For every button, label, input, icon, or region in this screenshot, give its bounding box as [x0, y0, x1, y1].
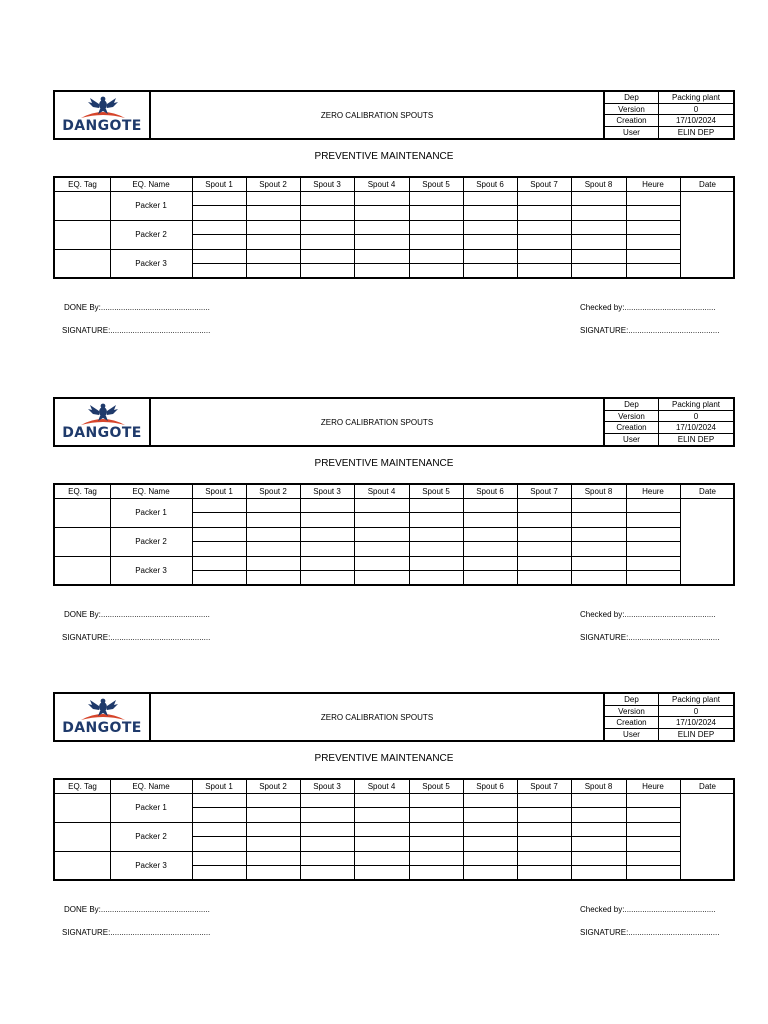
- column-header: EQ. Tag: [68, 487, 97, 496]
- meta-key: Version: [605, 706, 659, 717]
- signature-right-field: SIGNATURE:.........................................: [580, 928, 720, 937]
- meta-row: [605, 411, 733, 423]
- column-header: Spout 6: [476, 782, 504, 791]
- column-header: Date: [699, 180, 716, 189]
- column-header: Spout 7: [530, 180, 558, 189]
- row-divider: [55, 249, 680, 250]
- meta-value: Packing plant: [671, 93, 721, 102]
- meta-key: Creation: [605, 422, 659, 433]
- form-header: [53, 692, 735, 742]
- column-header: Spout 2: [259, 487, 287, 496]
- done-by-field: DONE By:.................................................: [64, 610, 210, 619]
- meta-row: [605, 399, 733, 411]
- column-header: Spout 2: [259, 782, 287, 791]
- meta-key: User: [605, 127, 659, 139]
- meta-value: Packing plant: [671, 695, 721, 704]
- packer-label: Packer 3: [135, 861, 167, 870]
- meta-value: ELIN DEP: [677, 127, 715, 137]
- logo-text: DANGOTE: [62, 720, 142, 736]
- column-divider: [680, 485, 681, 584]
- column-header: Date: [699, 782, 716, 791]
- section-title: PREVENTIVE MAINTENANCE: [314, 458, 454, 469]
- maintenance-form-3: [0, 692, 768, 952]
- meta-value: 0: [693, 411, 699, 421]
- sub-row-divider: [192, 570, 680, 571]
- column-header: Spout 7: [530, 782, 558, 791]
- form-header: [53, 397, 735, 447]
- column-divider: [680, 780, 681, 879]
- meta-row: [605, 706, 733, 718]
- packer-label: Packer 1: [135, 201, 167, 210]
- done-by-field: DONE By:.................................................: [64, 905, 210, 914]
- meta-row: [605, 115, 733, 127]
- document-title: ZERO CALIBRATION SPOUTS: [320, 417, 434, 427]
- column-header: EQ. Tag: [68, 180, 97, 189]
- column-header: Spout 8: [584, 782, 613, 791]
- row-divider: [55, 220, 680, 221]
- header-divider: [55, 498, 733, 499]
- signature-left-field: SIGNATURE:.............................................: [62, 633, 211, 642]
- column-header: Spout 5: [422, 782, 450, 791]
- meta-value: 17/10/2024: [675, 718, 717, 727]
- meta-row: [605, 694, 733, 706]
- meta-value: 17/10/2024: [675, 423, 717, 432]
- packer-label: Packer 3: [135, 259, 167, 268]
- logo-text: DANGOTE: [62, 425, 142, 441]
- calibration-table: [53, 483, 735, 586]
- packer-label: Packer 2: [135, 537, 167, 546]
- column-header: Spout 4: [367, 782, 396, 791]
- column-header: Spout 4: [367, 180, 396, 189]
- logo: [55, 399, 151, 445]
- sub-row-divider: [192, 512, 680, 513]
- checked-by-field: Checked by:.........................................: [580, 303, 716, 312]
- column-header: EQ. Name: [132, 487, 170, 496]
- signature-right-field: SIGNATURE:.........................................: [580, 633, 720, 642]
- sub-row-divider: [192, 807, 680, 808]
- meta-row: [605, 92, 733, 104]
- document-meta-table: [603, 694, 733, 740]
- column-header: Spout 1: [205, 782, 233, 791]
- column-header: Spout 8: [584, 180, 613, 189]
- meta-key: Creation: [605, 717, 659, 728]
- meta-key: User: [605, 434, 659, 446]
- calibration-table: [53, 176, 735, 279]
- meta-value: 0: [693, 104, 699, 114]
- document-meta-table: [603, 92, 733, 138]
- signature-right-field: SIGNATURE:.........................................: [580, 326, 720, 335]
- meta-row: [605, 434, 733, 446]
- column-header: Spout 3: [313, 782, 341, 791]
- meta-key: Version: [605, 104, 659, 115]
- meta-row: [605, 729, 733, 741]
- meta-key: Dep: [605, 399, 659, 410]
- sub-row-divider: [192, 541, 680, 542]
- maintenance-form-2: [0, 397, 768, 657]
- row-divider: [55, 851, 680, 852]
- column-header: Spout 5: [422, 487, 450, 496]
- sub-row-divider: [192, 263, 680, 264]
- meta-key: Dep: [605, 92, 659, 103]
- column-header: EQ. Tag: [68, 782, 97, 791]
- signature-left-field: SIGNATURE:.............................................: [62, 928, 211, 937]
- column-header: Heure: [642, 487, 664, 496]
- column-header: Spout 8: [584, 487, 613, 496]
- logo: [55, 92, 151, 138]
- column-header: Spout 7: [530, 487, 558, 496]
- sub-row-divider: [192, 234, 680, 235]
- column-header: EQ. Name: [132, 782, 170, 791]
- header-divider: [55, 793, 733, 794]
- header-divider: [55, 191, 733, 192]
- document-title: ZERO CALIBRATION SPOUTS: [320, 110, 434, 120]
- column-header: Spout 6: [476, 180, 504, 189]
- column-header: Spout 4: [367, 487, 396, 496]
- row-divider: [55, 527, 680, 528]
- meta-value: 17/10/2024: [675, 116, 717, 125]
- packer-label: Packer 1: [135, 803, 167, 812]
- signature-left-field: SIGNATURE:.............................................: [62, 326, 211, 335]
- logo-text: DANGOTE: [62, 118, 142, 134]
- column-header: Heure: [642, 782, 664, 791]
- packer-label: Packer 3: [135, 566, 167, 575]
- section-title: PREVENTIVE MAINTENANCE: [314, 151, 454, 162]
- sub-row-divider: [192, 205, 680, 206]
- section-title: PREVENTIVE MAINTENANCE: [314, 753, 454, 764]
- meta-key: Version: [605, 411, 659, 422]
- meta-value: 0: [693, 706, 699, 716]
- column-header: Spout 1: [205, 180, 233, 189]
- meta-row: [605, 717, 733, 729]
- document-title: ZERO CALIBRATION SPOUTS: [320, 712, 434, 722]
- column-divider: [680, 178, 681, 277]
- row-divider: [55, 822, 680, 823]
- checked-by-field: Checked by:.........................................: [580, 610, 716, 619]
- sub-row-divider: [192, 865, 680, 866]
- packer-label: Packer 2: [135, 230, 167, 239]
- done-by-field: DONE By:.................................................: [64, 303, 210, 312]
- meta-value: ELIN DEP: [677, 434, 715, 444]
- form-header: [53, 90, 735, 140]
- column-header: Spout 3: [313, 487, 341, 496]
- row-divider: [55, 556, 680, 557]
- packer-label: Packer 2: [135, 832, 167, 841]
- sub-row-divider: [192, 836, 680, 837]
- maintenance-form-1: [0, 90, 768, 350]
- column-header: EQ. Name: [132, 180, 170, 189]
- meta-key: User: [605, 729, 659, 741]
- meta-key: Dep: [605, 694, 659, 705]
- column-header: Spout 5: [422, 180, 450, 189]
- packer-label: Packer 1: [135, 508, 167, 517]
- column-header: Heure: [642, 180, 664, 189]
- column-header: Spout 6: [476, 487, 504, 496]
- logo: [55, 694, 151, 740]
- calibration-table: [53, 778, 735, 881]
- meta-row: [605, 422, 733, 434]
- meta-key: Creation: [605, 115, 659, 126]
- checked-by-field: Checked by:.........................................: [580, 905, 716, 914]
- column-header: Date: [699, 487, 716, 496]
- meta-row: [605, 127, 733, 139]
- column-header: Spout 3: [313, 180, 341, 189]
- column-header: Spout 2: [259, 180, 287, 189]
- column-header: Spout 1: [205, 487, 233, 496]
- meta-value: ELIN DEP: [677, 729, 715, 739]
- meta-row: [605, 104, 733, 116]
- document-meta-table: [603, 399, 733, 445]
- meta-value: Packing plant: [671, 400, 721, 409]
